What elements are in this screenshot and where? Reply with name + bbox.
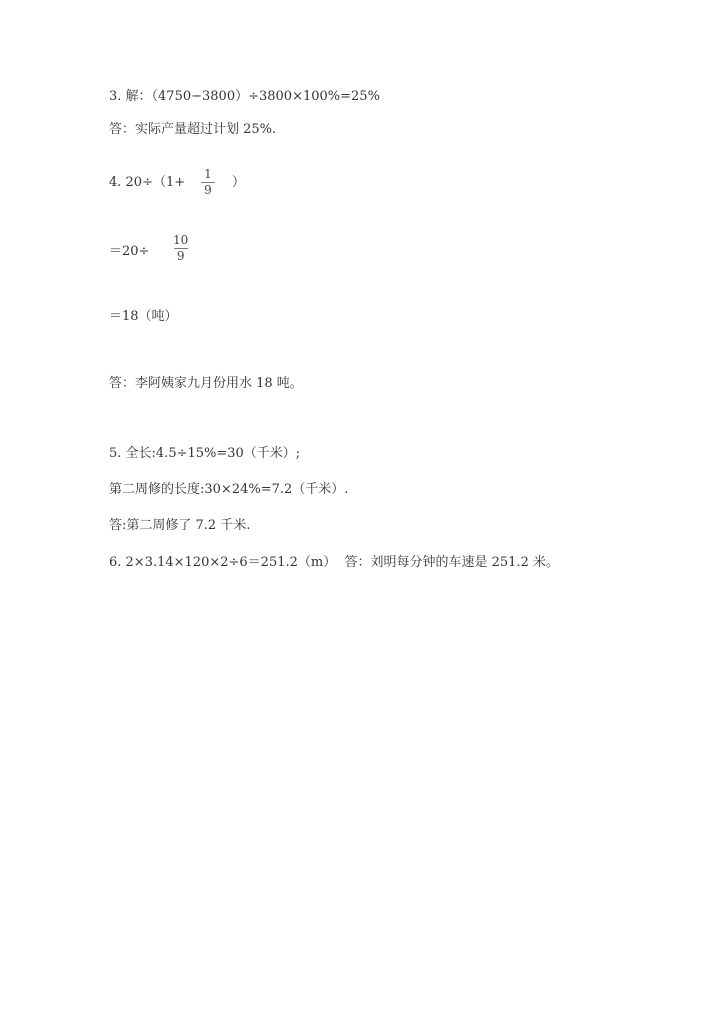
q4-answer: 答：李阿姨家九月份用水 18 吨。 bbox=[109, 376, 303, 391]
q4-fraction-1 bbox=[201, 168, 215, 197]
fraction-denominator: 9 bbox=[176, 249, 185, 263]
q4-step1-prefix: 4. 20÷（1+ bbox=[109, 175, 186, 190]
q5-step2: 第二周修的长度:30×24%=7.2（千米）. bbox=[109, 482, 349, 497]
q4-step3: ＝18（吨） bbox=[109, 309, 178, 324]
fraction-numerator: 10 bbox=[173, 233, 189, 247]
q5-step1: 5. 全长:4.5÷15%=30（千米）; bbox=[109, 446, 301, 461]
q5-answer: 答:第二周修了 7.2 千米. bbox=[109, 518, 251, 533]
q4-step1-suffix: ） bbox=[232, 175, 246, 190]
q4-step2-prefix: ＝20÷ bbox=[109, 244, 150, 259]
fraction-numerator: 1 bbox=[204, 167, 212, 181]
q3-answer: 答：实际产量超过计划 25%. bbox=[109, 122, 277, 137]
q6-solution: 6. 2×3.14×120×2÷6＝251.2（m） 答：刘明每分钟的车速是 251.2 米。 bbox=[109, 555, 559, 570]
q4-fraction-2 bbox=[173, 234, 188, 263]
q3-solution: 3. 解：（4750−3800）÷3800×100%=25% bbox=[109, 89, 380, 104]
fraction-denominator: 9 bbox=[204, 183, 212, 197]
